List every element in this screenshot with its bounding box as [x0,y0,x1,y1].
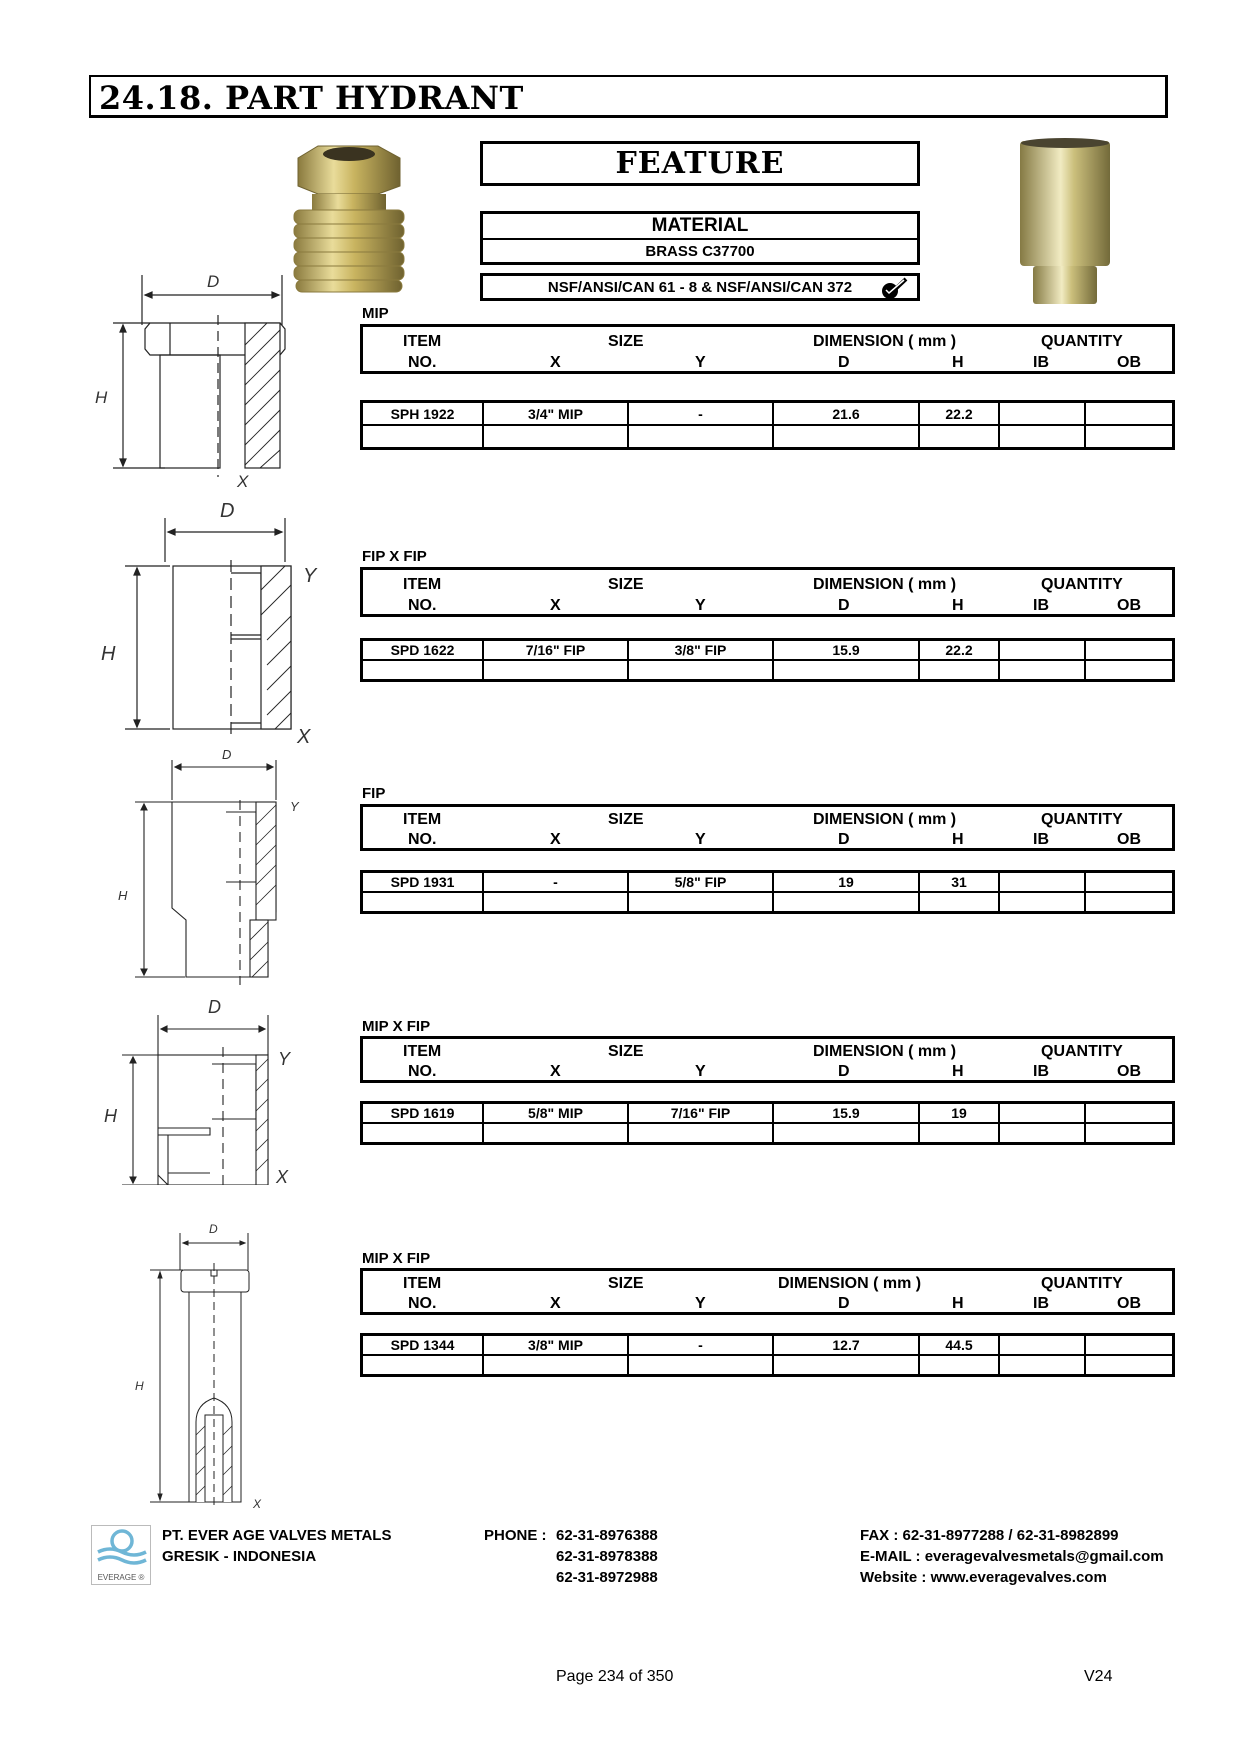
technical-drawing-mip-x-fip [100,985,310,1185]
size-x: 3/4" MIP [483,403,628,425]
table-row-empty [363,1355,1172,1374]
table-mip [360,400,1175,450]
quantity-ob[interactable] [1085,873,1172,892]
svg-text:H: H [118,888,128,903]
quantity-ob[interactable] [1085,1336,1172,1355]
svg-text:Y: Y [278,1049,291,1069]
quantity-ib[interactable] [999,1336,1085,1355]
svg-text:X: X [237,472,249,491]
table-mip-x-fip [360,1101,1175,1145]
material-box [480,211,920,265]
material-value: BRASS C37700 [645,243,755,260]
svg-text:D: D [208,997,221,1017]
dimension-d: 19 [773,873,919,892]
item-no: SPH 1922 [363,403,483,425]
company-info [162,1525,391,1567]
dimension-d: 21.6 [773,403,919,425]
quantity-ob[interactable] [1085,1104,1172,1123]
table-header-mip-x-fip: ITEM NO. SIZE X Y DIMENSION ( mm ) D H QUANTITY IB OB [360,1036,1175,1083]
dimension-h: 31 [919,873,999,892]
version-label: V24 [1084,1668,1113,1685]
size-y: 3/8" FIP [628,641,773,660]
item-no: SPD 1931 [363,873,483,892]
dimension-d: 15.9 [773,1104,919,1123]
phone-number: 62-31-8976388 [556,1527,658,1544]
section-label-fip: FIP [362,785,386,802]
feature-heading-box [480,141,920,186]
table-row [363,1104,1172,1123]
page-title-box [89,75,1168,118]
dimension-d: 12.7 [773,1336,919,1355]
quantity-ob[interactable] [1085,641,1172,660]
svg-text:H: H [104,1106,117,1126]
svg-text:Y: Y [303,565,317,587]
item-no: SPD 1344 [363,1336,483,1355]
svg-text:X: X [276,1167,289,1185]
table-mip-x-fip-2 [360,1333,1175,1377]
size-x: 3/8" MIP [483,1336,628,1355]
dimension-d: 15.9 [773,641,919,660]
phone-label: PHONE : [484,1527,547,1544]
svg-text:D: D [209,1222,218,1236]
phone-number: 62-31-8972988 [556,1569,658,1586]
company-name: PT. EVER AGE VALVES METALS [162,1527,392,1544]
quantity-ib[interactable] [999,873,1085,892]
section-label-fip-x-fip: FIP X FIP [362,548,427,565]
email-link[interactable]: E-MAIL : everagevalvesmetals@gmail.com [860,1548,1164,1565]
table-row-empty [363,892,1172,911]
table-row [363,641,1172,660]
section-label-mip: MIP [362,305,389,322]
technical-drawing-mip [95,265,315,495]
table-row [363,403,1172,425]
svg-text:X: X [297,726,311,748]
svg-text:D: D [207,272,220,291]
section-label-mip-x-fip-2: MIP X FIP [362,1250,431,1267]
svg-text:X: X [253,1497,262,1510]
table-row-empty [363,425,1172,447]
table-fip [360,870,1175,914]
dimension-h: 19 [919,1104,999,1123]
logo-text: EVERAGE ® [97,1573,145,1582]
svg-text:Y: Y [290,799,299,814]
size-x: 7/16" FIP [483,641,628,660]
company-location: GRESIK - INDONESIA [162,1548,317,1565]
company-logo [91,1525,151,1585]
page-number: Page 234 of 350 [556,1668,674,1685]
table-fip-x-fip [360,638,1175,682]
certification-box [480,273,920,301]
item-no: SPD 1619 [363,1104,483,1123]
technical-drawing-fip-x-fip [95,500,325,750]
checkmark-seal-icon [879,277,909,308]
table-row-empty [363,1123,1172,1142]
table-header-mip-x-fip-2: ITEM NO. SIZE X Y DIMENSION ( mm ) D H QUANTITY IB OB [360,1268,1175,1315]
table-header-fip-x-fip: ITEM NO. SIZE X Y DIMENSION ( mm ) D H QUANTITY IB OB [360,567,1175,617]
dimension-h: 44.5 [919,1336,999,1355]
feature-heading: FEATURE [615,146,785,181]
quantity-ob[interactable] [1085,403,1172,425]
table-row [363,1336,1172,1355]
table-row-empty [363,660,1172,679]
quantity-ib[interactable] [999,641,1085,660]
dimension-h: 22.2 [919,641,999,660]
technical-drawing-fip [110,745,310,985]
table-row [363,873,1172,892]
product-photo-sleeve [1015,135,1115,310]
size-y: - [628,403,773,425]
table-header-fip: ITEM NO. SIZE X Y DIMENSION ( mm ) D H QUANTITY IB OB [360,804,1175,851]
page-title: 24.18. PART HYDRANT [99,79,524,117]
everage-wave-logo-icon [92,1526,150,1570]
item-no: SPD 1622 [363,641,483,660]
phone-list [556,1525,658,1588]
quantity-ib[interactable] [999,1104,1085,1123]
svg-text:H: H [135,1379,144,1393]
technical-drawing-mip-x-fip-long [125,1215,275,1510]
quantity-ib[interactable] [999,403,1085,425]
dimension-h: 22.2 [919,403,999,425]
table-header-mip: ITEM NO. SIZE X Y DIMENSION ( mm ) D H QUANTITY IB OB [360,324,1175,374]
svg-text:D: D [222,747,232,762]
contact-info [860,1525,1164,1588]
size-y: 5/8" FIP [628,873,773,892]
section-label-mip-x-fip: MIP X FIP [362,1018,431,1035]
size-y: 7/16" FIP [628,1104,773,1123]
size-x: - [483,873,628,892]
phone-number: 62-31-8978388 [556,1548,658,1565]
svg-text:H: H [101,643,116,665]
fax: FAX : 62-31-8977288 / 62-31-8982899 [860,1527,1119,1544]
svg-text:D: D [220,500,235,522]
material-label: MATERIAL [483,214,917,240]
certification-text: NSF/ANSI/CAN 61 - 8 & NSF/ANSI/CAN 372 [547,279,853,296]
size-y: - [628,1336,773,1355]
svg-text:H: H [95,388,108,407]
website-link[interactable]: Website : www.everagevalves.com [860,1569,1107,1586]
size-x: 5/8" MIP [483,1104,628,1123]
